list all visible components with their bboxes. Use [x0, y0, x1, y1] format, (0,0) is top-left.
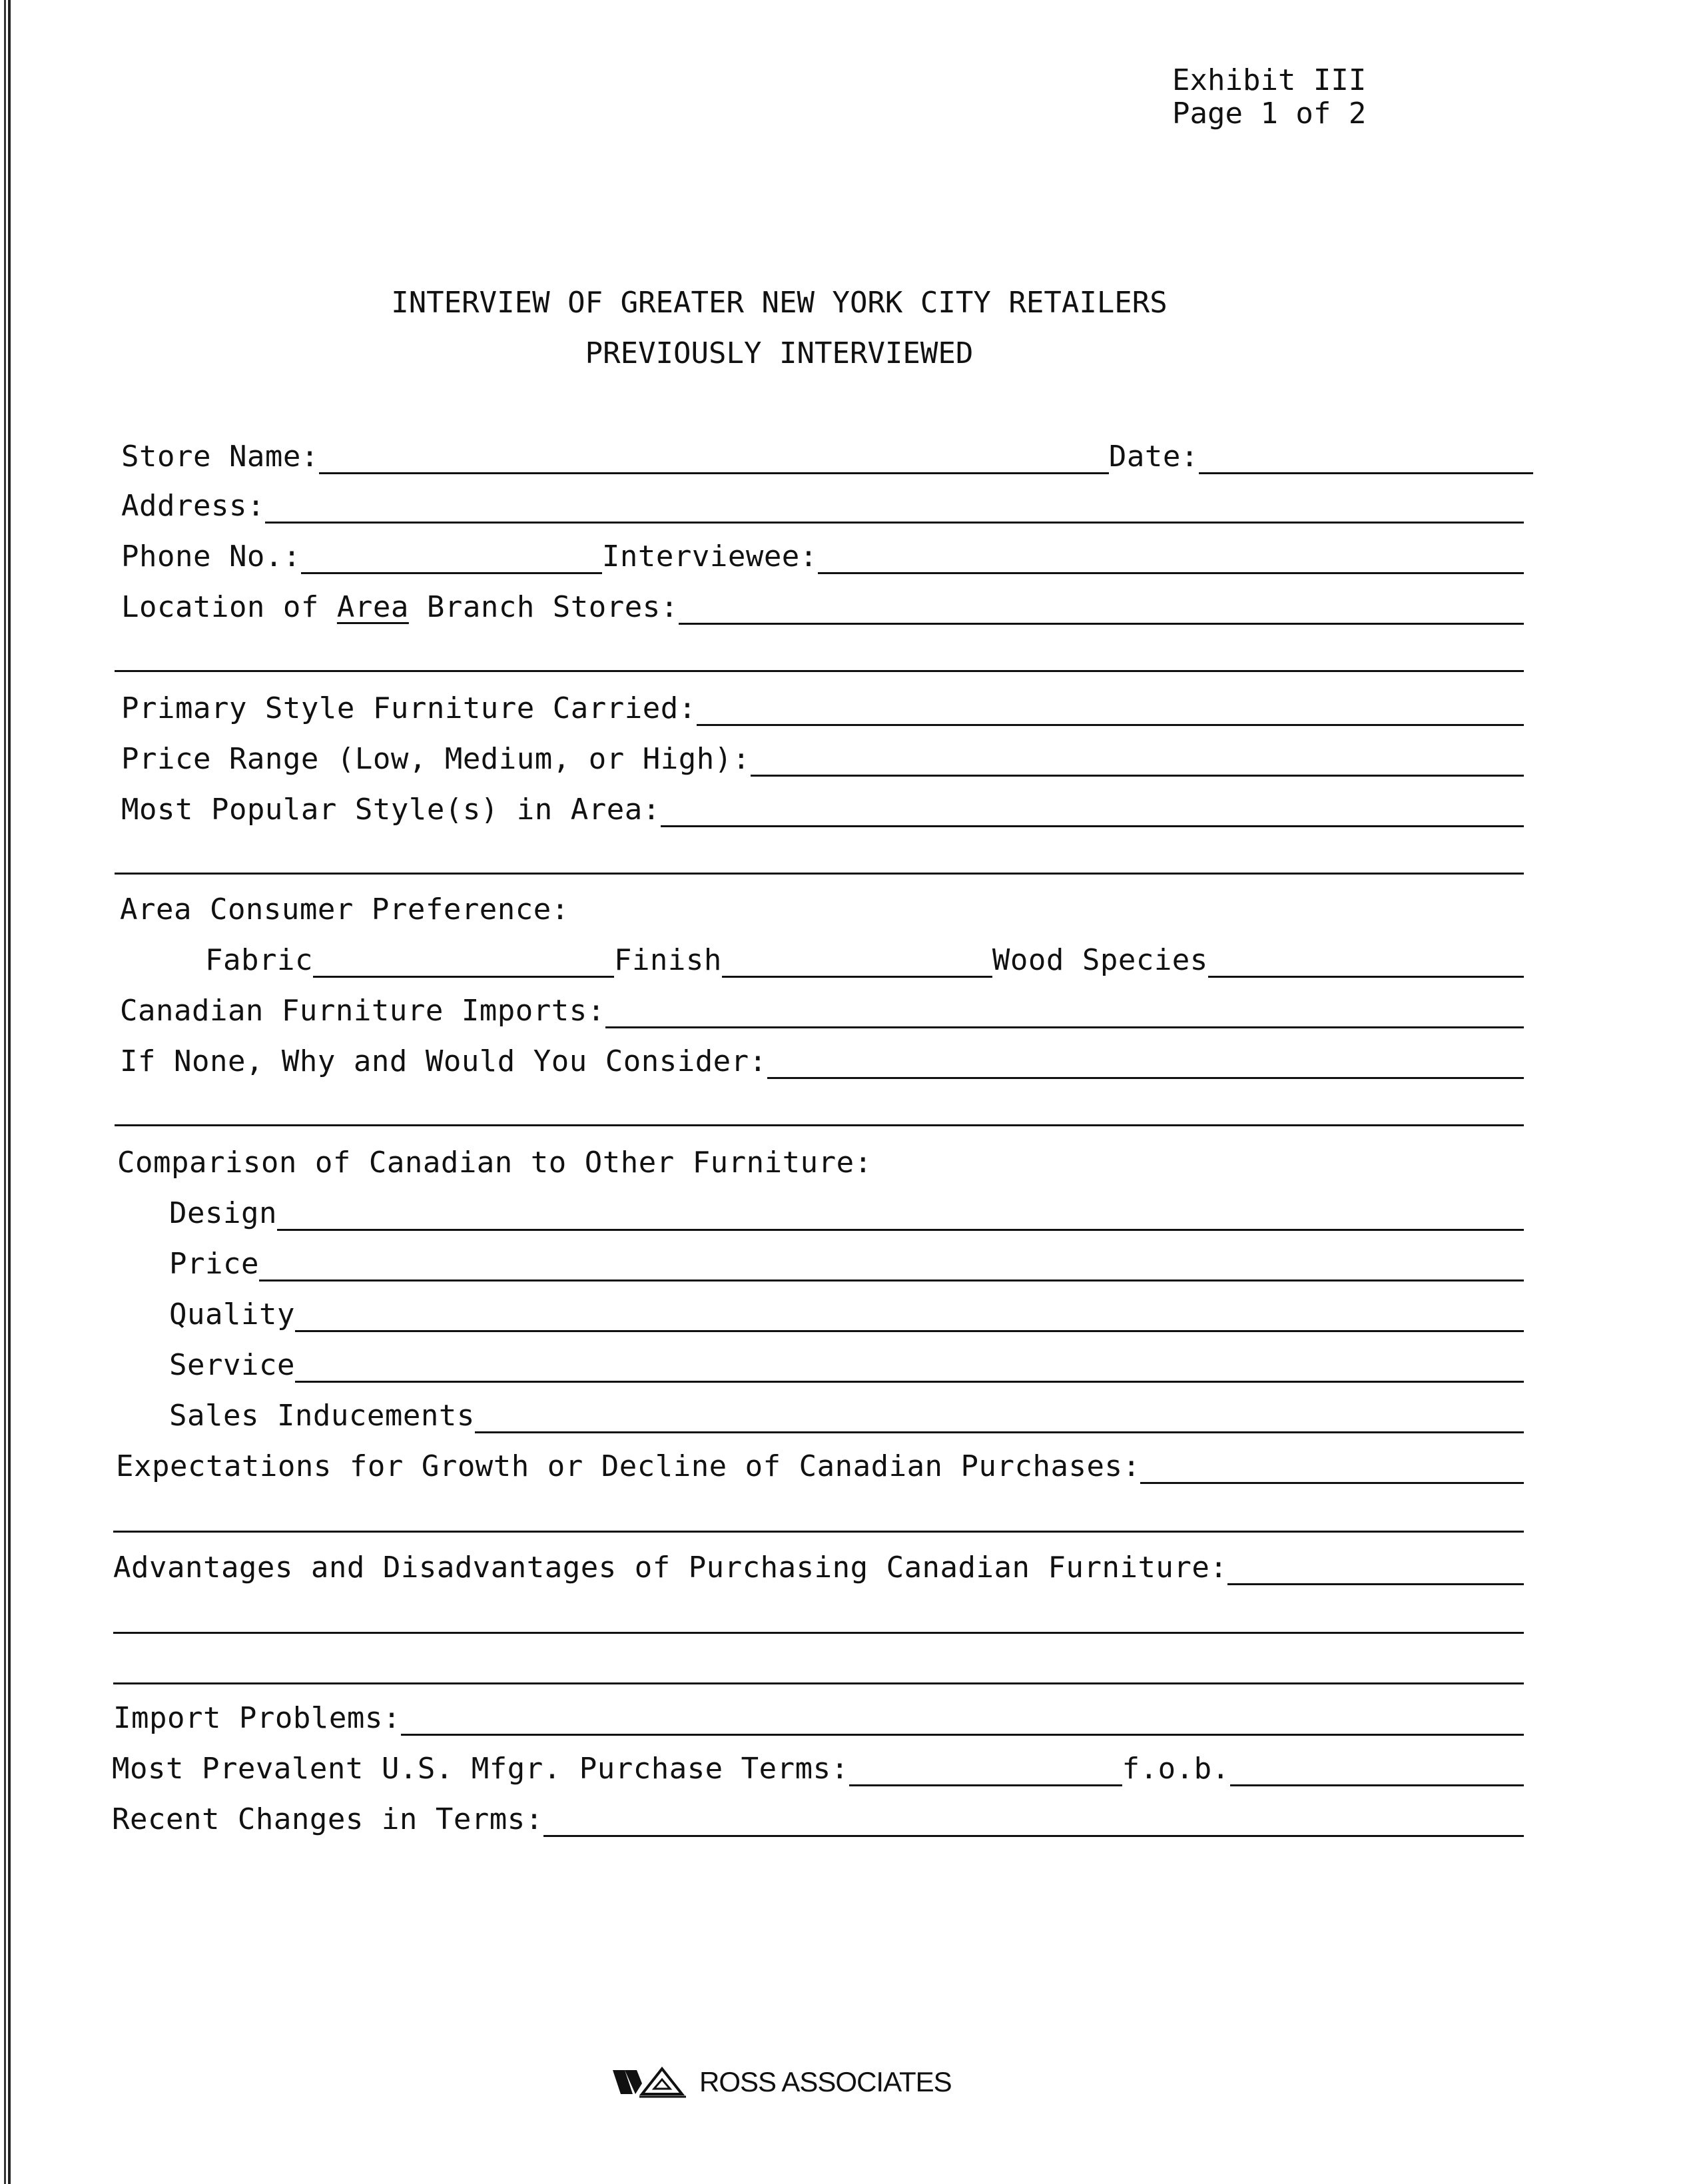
advantages-continuation-line-2[interactable]: [113, 1682, 1524, 1684]
wood-species-label: Wood Species: [992, 943, 1208, 977]
advantages-label: Advantages and Disadvantages of Purchasing Canadian Furniture:: [113, 1551, 1228, 1585]
if-none-row: [120, 1040, 1524, 1080]
canadian-imports-input[interactable]: [605, 1026, 1524, 1028]
form-title: INTERVIEW OF GREATER NEW YORK CITY RETAILERS: [391, 286, 1168, 320]
import-problems-input[interactable]: [401, 1734, 1524, 1736]
exhibit-label: Exhibit III: [1172, 63, 1367, 97]
branch-stores-input[interactable]: [679, 623, 1524, 625]
price-range-input[interactable]: [751, 775, 1524, 777]
primary-style-row: [121, 687, 1524, 727]
preference-details-row: [205, 939, 1524, 979]
sales-inducements-row: [169, 1395, 1524, 1435]
phone-input[interactable]: [301, 572, 602, 574]
if-none-continuation-line[interactable]: [115, 1124, 1524, 1126]
expectations-input[interactable]: [1140, 1482, 1524, 1484]
price-row: [169, 1243, 1524, 1283]
finish-label: Finish: [613, 943, 722, 977]
expectations-label: Expectations for Growth or Decline of Canadian Purchases:: [116, 1449, 1141, 1483]
advantages-continuation-line-1[interactable]: [113, 1632, 1524, 1634]
form-subtitle: PREVIOUSLY INTERVIEWED: [585, 336, 974, 370]
purchase-terms-input[interactable]: [849, 1784, 1122, 1786]
interviewee-label: Interviewee:: [601, 540, 818, 573]
fabric-label: Fabric: [205, 943, 313, 977]
page-number: Page 1 of 2: [1172, 97, 1367, 131]
popular-style-continuation-line[interactable]: [115, 873, 1524, 875]
primary-style-label: Primary Style Furniture Carried:: [121, 691, 697, 725]
service-row: [169, 1344, 1524, 1384]
advantages-input[interactable]: [1227, 1583, 1524, 1585]
import-problems-label: Import Problems:: [113, 1701, 401, 1735]
popular-style-row: [121, 789, 1524, 829]
expectations-continuation-line[interactable]: [113, 1531, 1524, 1533]
recent-changes-row: [112, 1798, 1524, 1838]
import-problems-row: [113, 1697, 1524, 1737]
purchase-terms-label: Most Prevalent U.S. Mfgr. Purchase Terms:: [112, 1752, 849, 1786]
branch-stores-label-suffix: Branch Stores:: [426, 590, 679, 624]
address-label: Address:: [121, 489, 265, 523]
consumer-preference-label: Area Consumer Preference:: [120, 893, 569, 926]
sales-inducements-input[interactable]: [475, 1431, 1524, 1433]
comparison-row: [117, 1142, 1523, 1182]
quality-row: [169, 1293, 1524, 1333]
exhibit-header: [1172, 64, 1366, 131]
recent-changes-label: Recent Changes in Terms:: [112, 1802, 543, 1836]
fob-label: f.o.b.: [1122, 1752, 1230, 1786]
recent-changes-input[interactable]: [543, 1835, 1524, 1837]
fabric-input[interactable]: [313, 976, 614, 978]
service-label: Service: [169, 1348, 295, 1382]
store-name-input[interactable]: [319, 472, 1109, 474]
address-input[interactable]: [265, 522, 1524, 524]
design-label: Design: [169, 1196, 277, 1230]
interviewee-input[interactable]: [818, 572, 1524, 574]
consumer-preference-row: [120, 889, 1523, 928]
date-input[interactable]: [1199, 472, 1533, 474]
phone-label: Phone No.:: [121, 540, 301, 573]
price-range-label: Price Range (Low, Medium, or High):: [121, 742, 751, 776]
if-none-label: If None, Why and Would You Consider:: [120, 1044, 767, 1078]
expectations-row: [116, 1445, 1524, 1485]
advantages-row: [113, 1547, 1524, 1587]
design-row: [169, 1192, 1524, 1232]
branch-stores-row: [121, 586, 1524, 626]
store-name-row: [121, 436, 1533, 476]
binding-edge: [0, 0, 11, 2184]
popular-style-label: Most Popular Style(s) in Area:: [121, 793, 661, 827]
date-label: Date:: [1108, 440, 1199, 474]
if-none-input[interactable]: [767, 1077, 1524, 1079]
design-input[interactable]: [277, 1229, 1524, 1231]
primary-style-input[interactable]: [697, 724, 1524, 726]
sales-inducements-label: Sales Inducements: [169, 1399, 475, 1433]
ross-associates-logo-icon: [613, 2065, 693, 2099]
wood-species-input[interactable]: [1208, 976, 1524, 978]
price-label: Price: [169, 1247, 259, 1281]
branch-stores-continuation-line[interactable]: [115, 670, 1524, 672]
price-range-row: [121, 738, 1524, 778]
quality-input[interactable]: [295, 1330, 1524, 1332]
branch-stores-label-prefix: Location of: [121, 590, 319, 624]
address-row: [121, 485, 1524, 525]
branch-stores-label-area: Area: [336, 590, 409, 624]
finish-input[interactable]: [722, 976, 992, 978]
fob-input[interactable]: [1230, 1784, 1524, 1786]
store-name-label: Store Name:: [121, 440, 319, 474]
company-name: ROSS ASSOCIATES: [699, 2066, 952, 2097]
canadian-imports-row: [120, 990, 1524, 1030]
service-input[interactable]: [295, 1381, 1524, 1383]
quality-label: Quality: [169, 1297, 295, 1331]
comparison-label: Comparison of Canadian to Other Furniture:: [117, 1146, 872, 1180]
purchase-terms-row: [112, 1748, 1524, 1788]
popular-style-input[interactable]: [661, 825, 1524, 827]
price-input[interactable]: [259, 1279, 1524, 1281]
phone-row: [121, 536, 1524, 575]
canadian-imports-label: Canadian Furniture Imports:: [120, 994, 605, 1028]
footer: [613, 2065, 952, 2099]
